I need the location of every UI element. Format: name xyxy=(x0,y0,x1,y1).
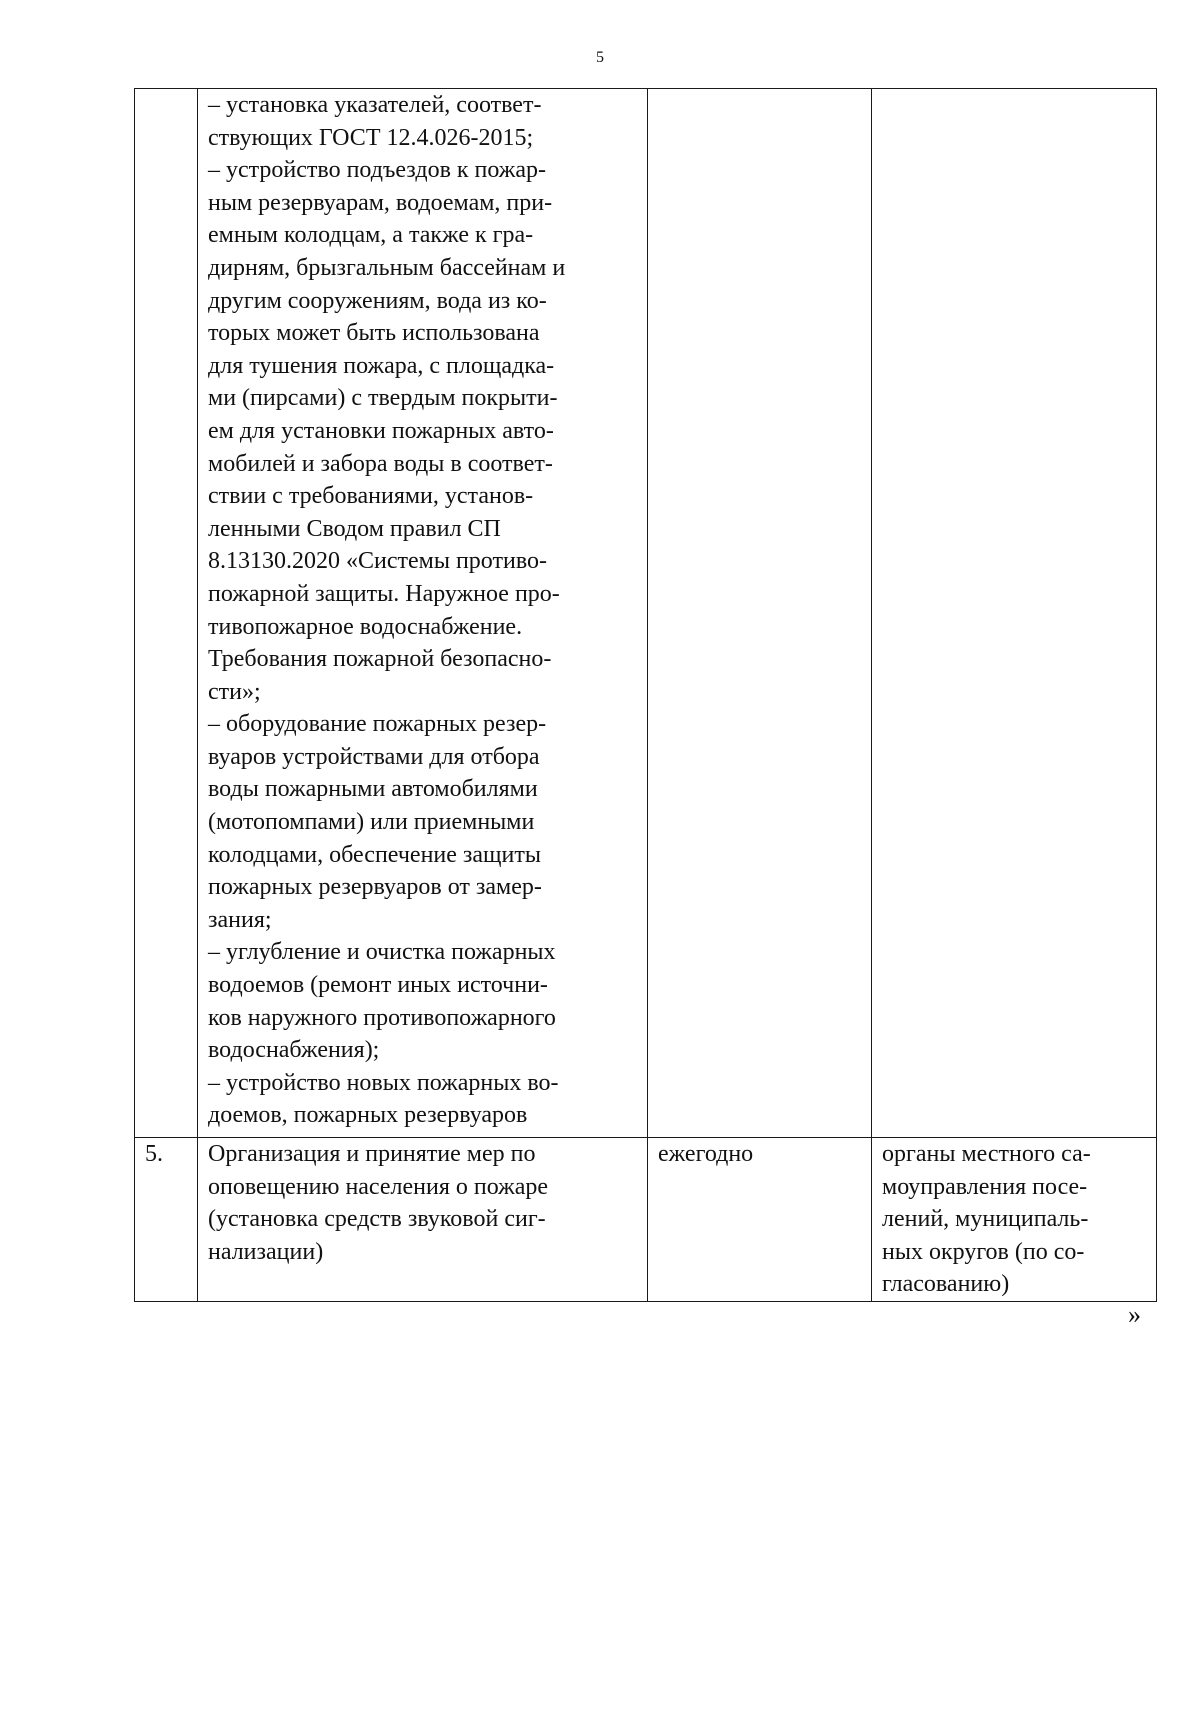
activity-line: – установка указателей, соответ- xyxy=(208,92,542,118)
activity-cell xyxy=(198,1138,648,1302)
activity-line: ем для установки пожарных авто- xyxy=(208,417,554,444)
table-row xyxy=(135,89,1157,1138)
activity-line: ствующих ГОСТ 12.4.026-2015; xyxy=(208,124,534,151)
responsible-line: лений, муниципаль- xyxy=(882,1206,1089,1233)
activity-line: зания; xyxy=(208,906,272,933)
responsible-cell xyxy=(872,1138,1157,1302)
responsible-line: органы местного са- xyxy=(882,1141,1091,1167)
activity-line: торых может быть использована xyxy=(208,320,540,347)
activity-line: пожарных резервуаров от замер- xyxy=(208,874,542,901)
responsible-cell xyxy=(872,89,1157,1138)
activity-line: пожарной защиты. Наружное про- xyxy=(208,580,560,607)
row-number-cell xyxy=(135,89,198,1138)
activity-line: доемов, пожарных резервуаров xyxy=(208,1102,528,1129)
activity-line: – устройство подъездов к пожар- xyxy=(208,157,547,184)
responsible-line: моуправления посе- xyxy=(882,1173,1088,1200)
activity-line: 8.13130.2020 «Системы противо- xyxy=(208,548,547,575)
deadline-cell xyxy=(648,89,872,1138)
activity-line: – оборудование пожарных резер- xyxy=(208,711,547,738)
activity-line: дирням, брызгальным бассейнам и xyxy=(208,254,566,281)
activity-line: (установка средств звуковой сиг- xyxy=(208,1206,546,1233)
activity-line: тивопожарное водоснабжение. xyxy=(208,613,523,640)
activity-line: водоемов (ремонт иных источни- xyxy=(208,972,548,999)
activity-line: другим сооружениям, вода из ко- xyxy=(208,287,547,314)
activity-line: воды пожарными автомобилями xyxy=(208,776,538,803)
activity-line: ленными Сводом правил СП xyxy=(208,515,501,542)
measures-table xyxy=(134,88,1157,1302)
row-number: 5. xyxy=(145,1141,163,1167)
activity-cell xyxy=(198,89,648,1138)
deadline-cell xyxy=(648,1138,872,1302)
row-number-cell xyxy=(135,1138,198,1302)
page-number: 5 xyxy=(596,49,604,66)
activity-line: сти»; xyxy=(208,678,261,705)
activity-line: нализации) xyxy=(208,1238,324,1265)
activity-line: Требования пожарной безопасно- xyxy=(208,646,552,673)
activity-line: водоснабжения); xyxy=(208,1037,380,1064)
activity-line: ствии с требованиями, установ- xyxy=(208,483,534,510)
activity-line: колодцами, обеспечение защиты xyxy=(208,841,541,868)
activity-line: ми (пирсами) с твердым покрыти- xyxy=(208,385,558,412)
table-row xyxy=(135,1138,1157,1302)
deadline-line: ежегодно xyxy=(658,1141,754,1167)
activity-line: для тушения пожара, с площадка- xyxy=(208,352,555,379)
activity-line: мобилей и забора воды в соответ- xyxy=(208,450,553,477)
activity-line: (мотопомпами) или приемными xyxy=(208,809,535,836)
activity-line: вуаров устройствами для отбора xyxy=(208,743,540,770)
activity-line: емным колодцам, а также к гра- xyxy=(208,222,534,249)
activity-line: ков наружного противопожарного xyxy=(208,1004,556,1031)
activity-line: – устройство новых пожарных во- xyxy=(208,1069,559,1096)
activity-line: Организация и принятие мер по xyxy=(208,1141,536,1167)
responsible-line: ных округов (по со- xyxy=(882,1238,1085,1265)
activity-line: оповещению населения о пожаре xyxy=(208,1173,549,1200)
responsible-line: гласованию) xyxy=(882,1271,1010,1298)
activity-line: – углубление и очистка пожарных xyxy=(208,939,556,966)
activity-line: ным резервуарам, водоемам, при- xyxy=(208,189,553,216)
measures-table-body xyxy=(135,89,1157,1302)
closing-quote: » xyxy=(1128,1300,1141,1329)
